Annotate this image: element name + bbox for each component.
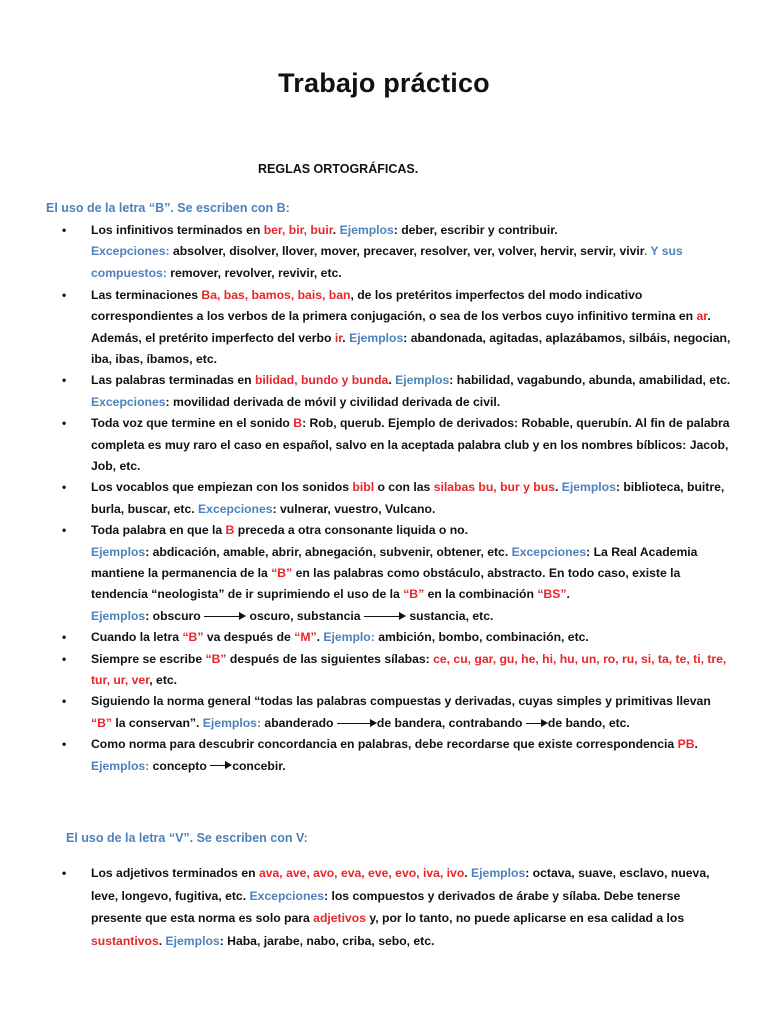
text-red: “B” (182, 630, 204, 645)
text-red: “M” (294, 630, 317, 645)
text-blue: Excepciones (198, 501, 273, 516)
text-red: adjetivos (313, 911, 367, 925)
text: en la combinación (424, 587, 538, 602)
text: : octava, suave, esclavo, nueva, leve, longevo, fugitiva, etc. (91, 866, 710, 903)
text-red: ar (696, 309, 708, 324)
text: : Rob, querub. Ejemplo de derivados: Robable, querubín. Al fin de palabra completa es muy raro el caso en español, salvo en la aceptada palabra club y en los nombres bíblicos: Jacob, Job, etc. (91, 416, 730, 473)
text-blue: Ejemplos: (202, 715, 262, 730)
text-blue: Ejemplos (339, 223, 394, 237)
text: . (332, 223, 340, 237)
bullet-icon: • (62, 694, 67, 709)
text-blue: Excepciones: (91, 244, 170, 259)
text-blue: Ejemplos (165, 933, 220, 948)
text-red: “B” (91, 715, 112, 730)
text: : biblioteca, buitre, burla, buscar, etc. (91, 480, 725, 516)
text: en las palabras como obstáculo, abstracto. En todo caso, existe la tendencia “neologista” de ir suprimiendo el uso de la (91, 566, 681, 602)
text-red: Ba, bas, bamos, bais, ban (201, 287, 351, 302)
text-blue: Excepciones (91, 394, 166, 409)
text-red: B (225, 523, 235, 538)
text-red: ber, bir, buir (263, 223, 333, 237)
text-red: bibl (352, 480, 375, 495)
text-red: ce, cu, gar, gu, he, hi, hu, un, ro, ru, si, ta, te, ti, tre, tur, ur, ver (91, 651, 727, 688)
text: ambición, bombo, combinación, etc. (374, 630, 589, 645)
list-item (62, 370, 734, 413)
text: o con las (374, 480, 434, 495)
text: Los adjetivos terminados en (91, 866, 259, 880)
text: . (464, 866, 472, 880)
text-blue: Ejemplos (561, 480, 616, 495)
bullet-icon: • (62, 523, 67, 538)
text: después de las siguientes sílabas: (226, 651, 434, 666)
text-blue: Ejemplo: (323, 630, 375, 645)
list-item (62, 220, 734, 284)
text: Toda palabra en que la (91, 523, 226, 538)
text: : vulnerar, vuestro, Vulcano. (272, 501, 436, 516)
list-item (62, 477, 734, 520)
text: : abandonada, agitadas, aplazábamos, silbáis, negocian, iba, ibas, íbamos, etc. (91, 330, 731, 366)
section-v-heading: El uso de la letra “V”. Se escriben con V: (66, 831, 308, 845)
text: , de los pretéritos imperfectos del modo indicativo correspondientes a los verbos de la primera conjugación, o sea de los verbos cuyo infinitivo termina en (91, 287, 697, 324)
text: : movilidad derivada de móvil y civilidad derivada de civil. (165, 394, 501, 409)
section-v-list (62, 862, 734, 952)
list-item (62, 520, 734, 627)
bullet-icon: • (62, 737, 67, 752)
text: de bando, etc. (547, 715, 630, 730)
text-blue: Ejemplos (471, 866, 526, 880)
bullet-icon: • (62, 416, 67, 431)
text: Los vocablos que empiezan con los sonidos (91, 480, 353, 495)
text: : La Real Academia mantiene la permanencia de la (91, 544, 698, 580)
text: de bandera, contrabando (376, 715, 526, 730)
text: Las palabras terminadas en (91, 373, 255, 388)
text: . (316, 630, 324, 645)
text-red: ir (334, 330, 343, 345)
text: . (388, 373, 396, 388)
text: oscuro, substancia (246, 608, 364, 623)
bullet-icon: • (62, 866, 67, 880)
text: Las terminaciones (91, 287, 202, 302)
bullet-icon: • (62, 630, 67, 645)
section-b-list (62, 220, 734, 777)
right-arrow-icon (526, 719, 548, 729)
text: Como norma para descubrir concordancia en palabras, debe recordarse que existe correspondencia (91, 737, 678, 752)
list-item (62, 627, 734, 648)
text-red: bilidad, bundo y bunda (254, 373, 389, 388)
text: remover, revolver, revivir, etc. (166, 265, 342, 280)
text-red: sustantivos (91, 933, 159, 948)
document-subtitle: REGLAS ORTOGRÁFICAS. (258, 162, 419, 176)
text: : deber, escribir y contribuir. (393, 223, 558, 237)
text: . (342, 330, 350, 345)
list-item (62, 862, 734, 952)
text: . (566, 587, 570, 602)
text: Siempre se escribe (91, 651, 206, 666)
text: : abdicación, amable, abrir, abnegación, subvenir, obtener, etc. (145, 544, 512, 559)
text-blue: Excepciones (511, 544, 587, 559)
text: Los infinitivos terminados en (91, 223, 264, 237)
text: : obscuro (145, 608, 205, 623)
text: . Además, el pretérito imperfecto del verbo (91, 309, 711, 345)
section-b-heading: El uso de la letra “B”. Se escriben con B: (46, 201, 290, 215)
bullet-icon: • (62, 651, 67, 666)
text-blue: . Y sus compuestos: (91, 244, 683, 280)
text: : habilidad, vagabundo, abunda, amabilidad, etc. (449, 373, 731, 388)
text: concepto (149, 758, 211, 773)
text: Cuando la letra (91, 630, 183, 645)
text: Toda voz que termine en el sonido (91, 416, 294, 431)
text: : Haba, jarabe, nabo, criba, sebo, etc. (219, 933, 435, 948)
list-item (62, 649, 734, 692)
list-item (62, 285, 734, 371)
text: y, por lo tanto, no puede aplicarse en esa calidad a los (366, 911, 685, 925)
text: absolver, disolver, llover, mover, precaver, resolver, ver, volver, hervir, servir, vivir (169, 244, 644, 259)
list-item (62, 413, 734, 477)
list-item (62, 734, 734, 777)
bullet-icon: • (62, 287, 67, 302)
text-red: B (293, 416, 303, 431)
text: abanderado (261, 715, 337, 730)
right-arrow-icon (210, 761, 232, 771)
right-arrow-icon (364, 612, 406, 622)
document-title: Trabajo práctico (278, 68, 490, 98)
text: preceda a otra consonante liquida o no. (234, 523, 468, 538)
text-blue: Ejemplos (349, 330, 404, 345)
text: , etc. (149, 673, 178, 688)
list-item (62, 691, 734, 734)
bullet-icon: • (62, 223, 67, 237)
text-red: “B” (205, 651, 227, 666)
text: . (694, 737, 698, 752)
text: Siguiendo la norma general “todas las palabras compuestas y derivadas, cuyas simples y primitivas llevan (91, 694, 711, 709)
text: : los compuestos y derivados de árabe y sílaba. Debe tenerse presente que esta norma es solo para (91, 888, 681, 925)
right-arrow-icon (337, 719, 377, 729)
text: . (158, 933, 166, 948)
text-red: “B” (271, 566, 293, 580)
text-blue: Ejemplos (91, 544, 146, 559)
text-red: “B” (403, 587, 425, 602)
text: la conservan”. (112, 715, 203, 730)
right-arrow-icon (204, 612, 246, 622)
text-blue: Ejemplos (91, 608, 146, 623)
text: va después de (203, 630, 295, 645)
text: sustancia, etc. (405, 608, 494, 623)
text-blue: Excepciones (249, 888, 325, 903)
bullet-icon: • (62, 373, 67, 388)
text-blue: Ejemplos: (91, 758, 150, 773)
text-blue: Ejemplos (395, 373, 450, 388)
text-red: ava, ave, avo, eva, eve, evo, iva, ivo (258, 866, 465, 880)
bullet-icon: • (62, 480, 67, 495)
text: concebir. (232, 758, 286, 773)
text: . (554, 480, 562, 495)
text-red: silabas bu, bur y bus (433, 480, 555, 495)
text-red: “BS” (537, 587, 567, 602)
text-red: PB (677, 737, 695, 752)
